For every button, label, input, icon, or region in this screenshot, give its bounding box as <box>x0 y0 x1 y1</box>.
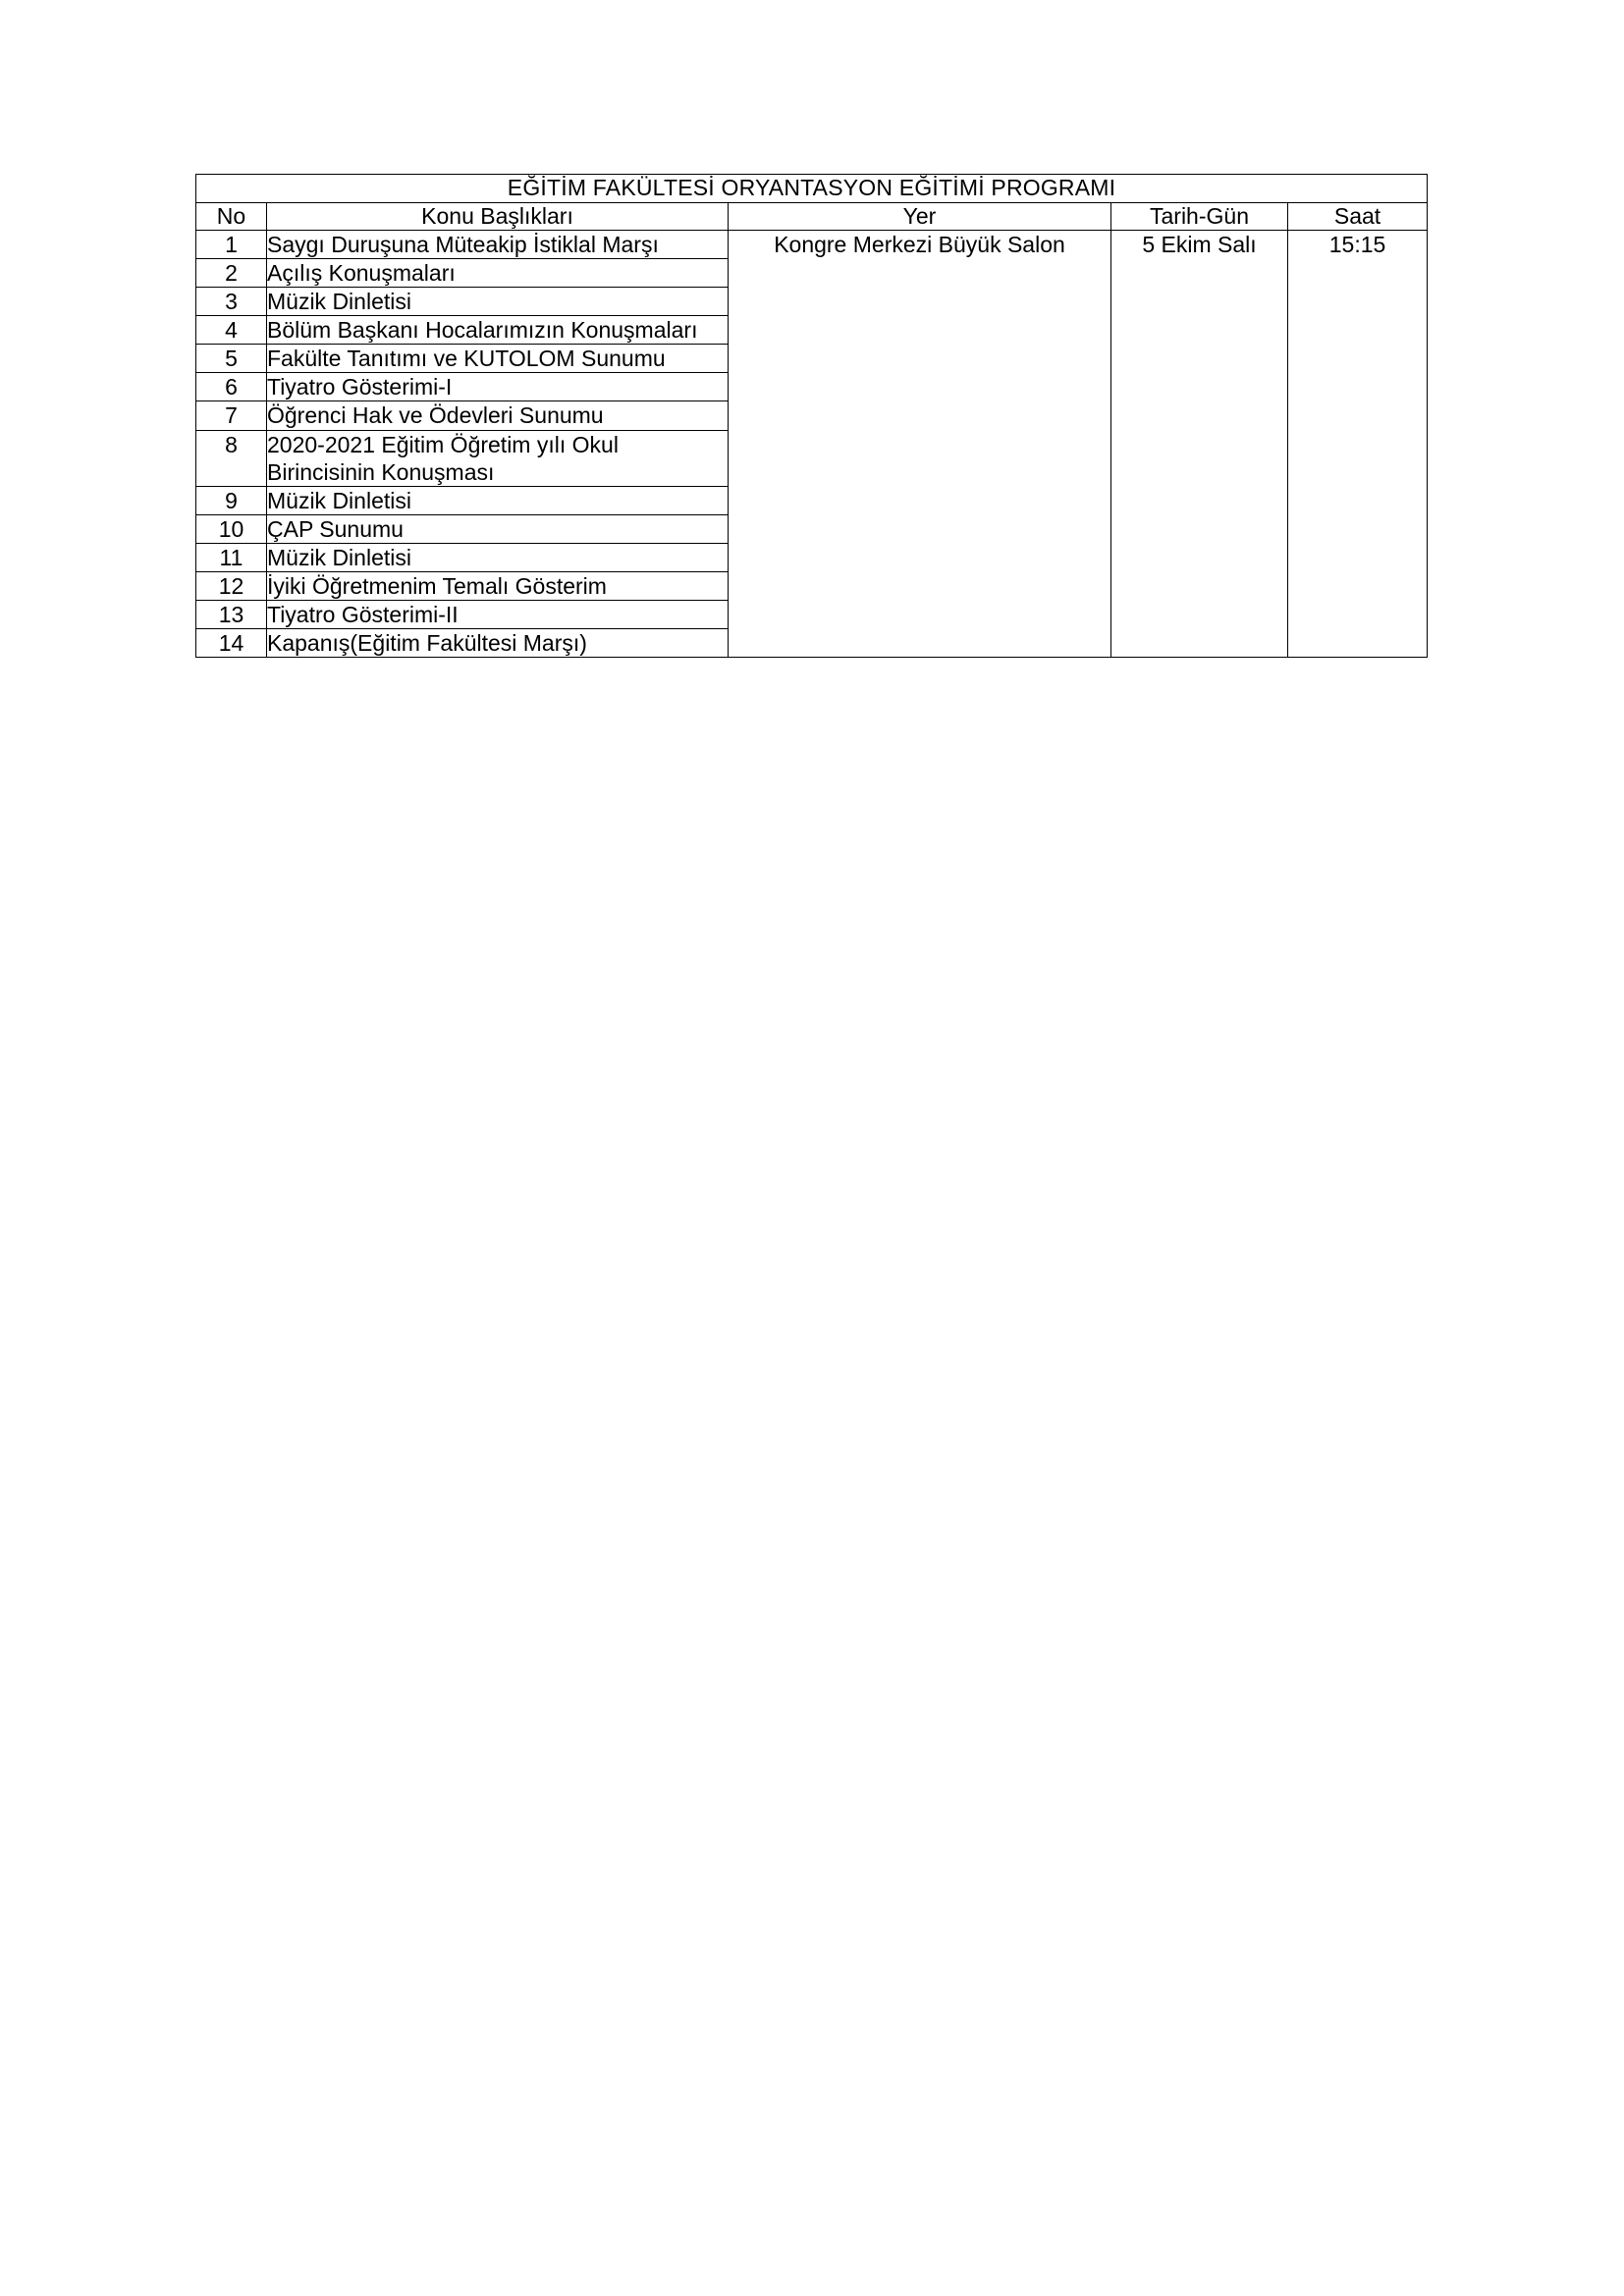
row-topic: 2020-2021 Eğitim Öğretim yılı Okul Birincisinin Konuşması <box>267 430 729 486</box>
row-topic: Müzik Dinletisi <box>267 543 729 571</box>
row-no: 14 <box>196 628 267 657</box>
table-title-row <box>196 175 1428 203</box>
row-topic: Kapanış(Eğitim Fakültesi Marşı) <box>267 628 729 657</box>
merged-date: 5 Ekim Salı <box>1111 231 1288 658</box>
column-header-time: Saat <box>1288 202 1428 231</box>
row-topic: Müzik Dinletisi <box>267 486 729 514</box>
table-header-row <box>196 202 1428 231</box>
row-no: 3 <box>196 288 267 316</box>
row-topic: Bölüm Başkanı Hocalarımızın Konuşmaları <box>267 316 729 345</box>
row-no: 7 <box>196 401 267 430</box>
row-topic: Açılış Konuşmaları <box>267 259 729 288</box>
row-topic: İyiki Öğretmenim Temalı Gösterim <box>267 571 729 600</box>
row-no: 13 <box>196 600 267 628</box>
column-header-place: Yer <box>729 202 1111 231</box>
row-topic: Tiyatro Gösterimi-II <box>267 600 729 628</box>
row-no: 5 <box>196 345 267 373</box>
table-row <box>196 231 1428 259</box>
row-topic: ÇAP Sunumu <box>267 514 729 543</box>
row-no: 9 <box>196 486 267 514</box>
row-topic: Fakülte Tanıtımı ve KUTOLOM Sunumu <box>267 345 729 373</box>
row-no: 11 <box>196 543 267 571</box>
row-no: 4 <box>196 316 267 345</box>
row-no: 6 <box>196 373 267 401</box>
row-no: 12 <box>196 571 267 600</box>
orientation-program-table <box>195 174 1428 658</box>
merged-place: Kongre Merkezi Büyük Salon <box>729 231 1111 658</box>
row-topic: Müzik Dinletisi <box>267 288 729 316</box>
row-topic: Saygı Duruşuna Müteakip İstiklal Marşı <box>267 231 729 259</box>
column-header-no: No <box>196 202 267 231</box>
row-topic: Tiyatro Gösterimi-I <box>267 373 729 401</box>
row-no: 1 <box>196 231 267 259</box>
merged-time: 15:15 <box>1288 231 1428 658</box>
column-header-topic: Konu Başlıkları <box>267 202 729 231</box>
row-no: 2 <box>196 259 267 288</box>
row-no: 8 <box>196 430 267 486</box>
row-no: 10 <box>196 514 267 543</box>
document-title: EĞİTİM FAKÜLTESİ ORYANTASYON EĞİTİMİ PROGRAMI <box>196 175 1428 203</box>
column-header-date: Tarih-Gün <box>1111 202 1288 231</box>
row-topic: Öğrenci Hak ve Ödevleri Sunumu <box>267 401 729 430</box>
